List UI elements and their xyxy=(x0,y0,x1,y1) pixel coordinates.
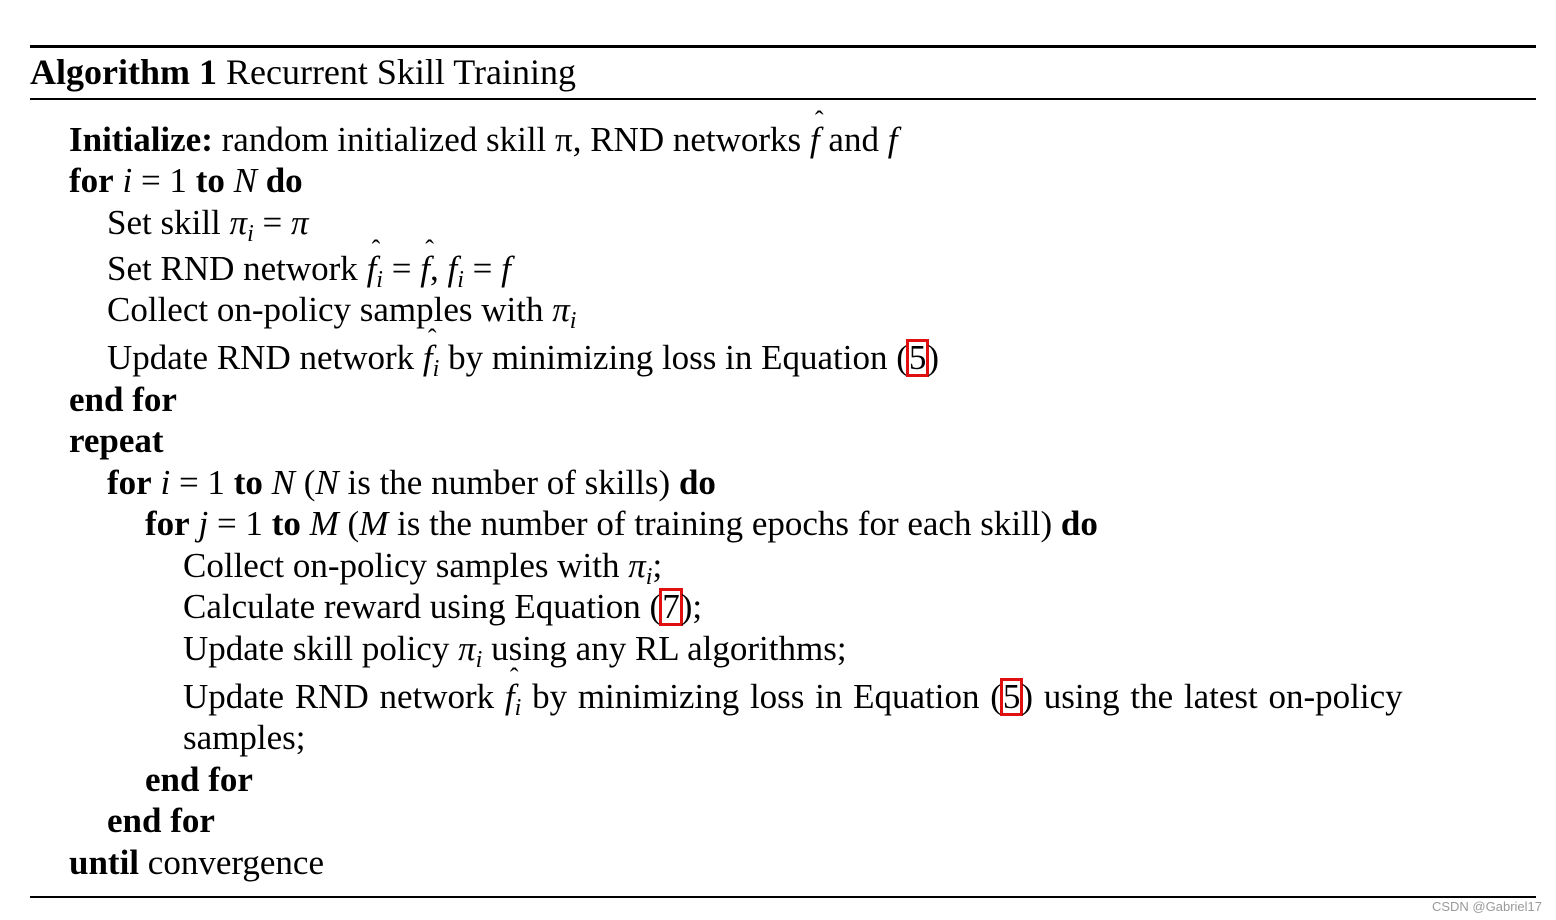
text: ( xyxy=(347,504,360,543)
keyword-to: to xyxy=(271,504,301,543)
text: = xyxy=(253,203,291,242)
text: by minimizing loss in Equation ( xyxy=(532,677,1002,716)
subscript-i: i xyxy=(247,221,254,247)
text: ) using the latest on-policy xyxy=(1021,677,1403,716)
line-set-skill xyxy=(107,202,309,247)
equation-link-5[interactable]: 5 xyxy=(908,338,927,377)
text: ( xyxy=(303,463,316,502)
line-update-rnd xyxy=(107,337,940,382)
line-for-j xyxy=(145,503,1098,545)
line-until xyxy=(69,842,324,884)
text: = xyxy=(463,249,502,288)
keyword-end-for: end for xyxy=(145,760,253,799)
keyword-to: to xyxy=(195,161,225,200)
equation-link-5[interactable]: 5 xyxy=(1002,677,1021,716)
math-j: j xyxy=(198,504,209,543)
line-initialize xyxy=(69,119,897,161)
keyword-do: do xyxy=(678,463,716,502)
math-M: M xyxy=(309,504,339,543)
text: is the number of skills) xyxy=(347,463,671,502)
text: = 1 xyxy=(132,161,196,200)
math-f: f xyxy=(887,120,898,159)
line-collect-inner xyxy=(183,545,663,590)
math-N: N xyxy=(233,161,257,200)
text: random initialized skill xyxy=(221,120,547,159)
subscript-i: i xyxy=(475,647,483,673)
bottom-rule xyxy=(30,896,1536,898)
subscript-i: i xyxy=(376,267,383,293)
math-f: f xyxy=(501,249,511,288)
text: Update RND network xyxy=(183,677,495,716)
math-pi: π xyxy=(552,290,570,329)
line-end-for xyxy=(69,379,177,421)
line-repeat xyxy=(69,420,164,462)
equation-link-7[interactable]: 7 xyxy=(662,587,680,626)
keyword-for: for xyxy=(69,161,114,200)
line-for-i xyxy=(69,160,303,202)
text: and xyxy=(828,120,879,159)
text: Collect on-policy samples with xyxy=(183,546,620,585)
text: Set skill xyxy=(107,203,221,242)
line-set-rnd xyxy=(107,248,511,293)
line-end-for-i xyxy=(107,800,215,842)
text: , RND networks xyxy=(572,120,802,159)
algorithm-title: Recurrent Skill Training xyxy=(225,52,576,92)
math-f-hat: ˆ f xyxy=(420,248,430,290)
line-calculate-reward xyxy=(183,586,702,628)
keyword-for: for xyxy=(145,504,190,543)
text: Collect on-policy samples with xyxy=(107,290,544,329)
keyword-initialize: Initialize: xyxy=(69,120,213,159)
text: = xyxy=(382,249,421,288)
math-pi: π xyxy=(229,203,248,242)
math-f-hat: ˆ f xyxy=(505,676,515,718)
text: = 1 xyxy=(208,504,272,543)
line-samples xyxy=(183,717,305,759)
math-M: M xyxy=(359,504,389,543)
math-f-hat: ˆ f xyxy=(423,337,433,379)
math-i: i xyxy=(122,161,133,200)
text: samples; xyxy=(183,718,306,757)
text: , xyxy=(429,249,439,288)
math-N: N xyxy=(271,463,295,502)
math-pi: π xyxy=(628,546,646,585)
math-pi: π xyxy=(291,203,309,242)
keyword-until: until xyxy=(69,843,140,882)
top-rule xyxy=(30,45,1536,48)
subscript-i: i xyxy=(569,308,577,334)
text: is the number of training epochs for each skill) xyxy=(397,504,1053,543)
algorithm-label: Algorithm 1 xyxy=(30,52,217,92)
keyword-repeat: repeat xyxy=(69,421,164,460)
text: convergence xyxy=(147,843,324,882)
algorithm-caption xyxy=(30,50,576,94)
line-collect xyxy=(107,289,577,334)
text: by minimizing loss in Equation ( xyxy=(448,338,908,377)
text: ; xyxy=(652,546,663,585)
math-N: N xyxy=(315,463,339,502)
keyword-end-for: end for xyxy=(107,801,215,840)
subscript-i: i xyxy=(432,356,440,382)
text: Calculate reward using Equation ( xyxy=(183,587,662,626)
text: Set RND network xyxy=(107,249,358,288)
math-f-hat: ˆ f xyxy=(367,248,377,290)
keyword-do: do xyxy=(265,161,303,200)
math-f: f xyxy=(447,249,458,288)
keyword-do: do xyxy=(1060,504,1098,543)
text: Update skill policy xyxy=(183,629,450,668)
text: Update RND network xyxy=(107,338,415,377)
text: = 1 xyxy=(170,463,234,502)
watermark: CSDN @Gabriel17 xyxy=(1431,899,1542,914)
math-pi: π xyxy=(458,629,476,668)
keyword-end-for: end for xyxy=(69,380,177,419)
subscript-i: i xyxy=(645,564,653,590)
keyword-to: to xyxy=(233,463,263,502)
line-end-for-j xyxy=(145,759,253,801)
math-f-hat: ˆ f xyxy=(810,119,820,161)
caption-rule xyxy=(30,98,1536,100)
subscript-i: i xyxy=(514,695,522,721)
math-pi: π xyxy=(555,120,573,159)
text: using any RL algorithms; xyxy=(491,629,847,668)
keyword-for: for xyxy=(107,463,152,502)
text: ) xyxy=(927,338,940,377)
line-for-i-skills xyxy=(107,462,716,504)
text: ); xyxy=(680,587,703,626)
math-i: i xyxy=(160,463,171,502)
line-update-rnd-latest xyxy=(183,676,1403,721)
subscript-i: i xyxy=(457,267,464,293)
